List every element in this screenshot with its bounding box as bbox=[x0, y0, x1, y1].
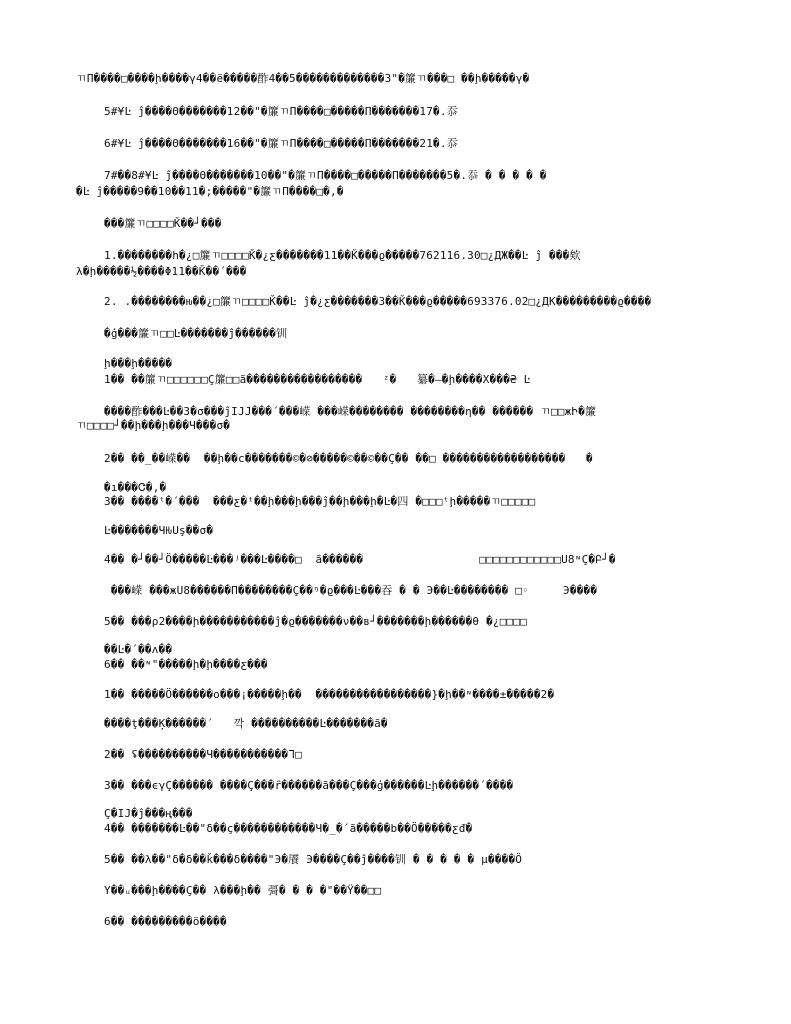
text-line: ㄲ□□□□┘��ḩ���ḩ���Ч���σ� bbox=[76, 419, 231, 432]
text-line: Ç�IJ�ĵ���ң��� bbox=[104, 807, 193, 820]
text-line: 1�� ��簾ㄲ□□□□□□Ç簾□□ã����������������� ᶻ� 纂�—�ḩ����Χ���₴ Ŀ bbox=[104, 373, 531, 386]
text-line: 7#��8#¥Ŀ ĵ����Θ�������10��"�簾ㄲΠ����□�����Π�������5�.忝 � � � � � bbox=[104, 169, 547, 182]
text-line: ㄲΠ����□����ḩ����γ4��ё�����酢4��5�������������3"�簾ㄲ���□ ��ḩ�����γ� bbox=[76, 72, 530, 85]
text-line: 5#¥Ŀ ĵ����Θ�������12��"�簾ㄲΠ����□�����Π�������17�.忝 bbox=[104, 105, 458, 118]
text-line: 6#¥Ŀ ĵ����Θ�������16��"�簾ㄲΠ����□�����Π�������21�.忝 bbox=[104, 137, 458, 150]
text-line: �ģ���簾ㄲ□□Ŀ�������ĵ������钏 bbox=[104, 327, 288, 340]
text-line: 2. .��������ԋ��¿□簾ㄲ□□□□Ǩ��Ŀ ĵ�¿ƹ�������3��Ǩ���ϱ�����693376.02□¿ДК���������ϱ���� bbox=[104, 295, 652, 308]
text-line: ����酢���Ŀ��3�σ���ĵIJJ���΄���嵘 ���嵘�������� ��������η�� ������ ㄲ□□жԻ�簾 bbox=[104, 405, 597, 418]
text-line: ���簾ㄲ□□□□Ǩ��┘��� bbox=[104, 217, 222, 230]
text-line: ����ţ���Ķ������΄ 깍 ����������Ŀ�������ã� bbox=[104, 717, 388, 730]
text-line: Ŀ�������ЧԊUş��σ� bbox=[104, 524, 214, 537]
text-line: λ�ḩ�����½����Φ11��Ǩ��΄��� bbox=[76, 265, 247, 278]
text-line: 5�� ���ρ2����ḩ�����������ĵ�ϱ�������ν��в┘�������ḩ������θ �¿□□□□ bbox=[104, 615, 527, 628]
text-line: 6�� ���������ö���� bbox=[104, 915, 227, 928]
text-line: �Ŀ ĵ�����9��10��11�;�����"�簾ㄲΠ����□�,� bbox=[76, 185, 344, 198]
text-line: 3�� ����ᵗ�΄��� ���ƹ�ᵗ��ḩ���ḩ���ĵ��ḩ���ḩ�Ŀ�四 �□□□ᵗḩ�����ㄲ□□□□□ bbox=[104, 495, 536, 508]
text-line: 4�� �┘��┘Ö�����Ŀ���ʲ���Ŀ����□ ã������ □□□□□□□□□□□□U8ᶰÇ�Բ┘� bbox=[104, 553, 616, 566]
text-line: 6�� ��ᶰ"�����ḩ�ḩ����ƹ��� bbox=[104, 658, 268, 671]
text-line: ḩ���ḩ����� bbox=[104, 357, 173, 370]
text-line: 1�� �����Ö������ο���¡�����ḩ�� �����������������}�ḩ��ᶰ����±�����2� bbox=[104, 688, 555, 701]
text-line: 1.��������h�¿□簾ㄲ□□□□Ǩ�¿ƹ�������11��Ǩ���ϱ�����762116.30□¿ДЖ��Ŀ ĵ ���欸 bbox=[104, 249, 581, 262]
text-line: ��Ŀ�΄��ᴧ�� bbox=[104, 643, 173, 656]
text-line: �ı���Ꮳ�,� bbox=[104, 481, 167, 494]
text-line: 5�� ��λ��"δ�δ��ǩ���δ����"Э�餍 Э����Ç��ĵ����钏 � � � � � µ����Ö bbox=[104, 853, 523, 866]
text-line: 2�� ʢ����������Ч�����������ᒣ□ bbox=[104, 748, 302, 761]
text-line: 3�� ���ϵγÇ������ ����Ç���ȓ������ã���Ç���ģ������Ŀḩ������΄���� bbox=[104, 779, 514, 792]
text-line: ���嵘 ���жU8������П��������Ç��ᵑ�ϱ���Ŀ���吞 � � Э��Ŀ�������� □◦ Э���� bbox=[104, 584, 598, 597]
text-line: 4�� �������Ŀ��"δ��ç������������Ч�_�΄ã�����b��Ö�����ƹđ� bbox=[104, 822, 473, 835]
text-line: 2�� ��_��嵘�� ��ḩ��ϲ�������©�⊘�����©��©��Ç�� ��□ ������������������ � bbox=[104, 452, 593, 465]
text-line: Υ��ᵤ���ḩ����Ç�� λ���ḩ�� 彁� � � �"��Ÿ��□□ bbox=[104, 884, 382, 897]
